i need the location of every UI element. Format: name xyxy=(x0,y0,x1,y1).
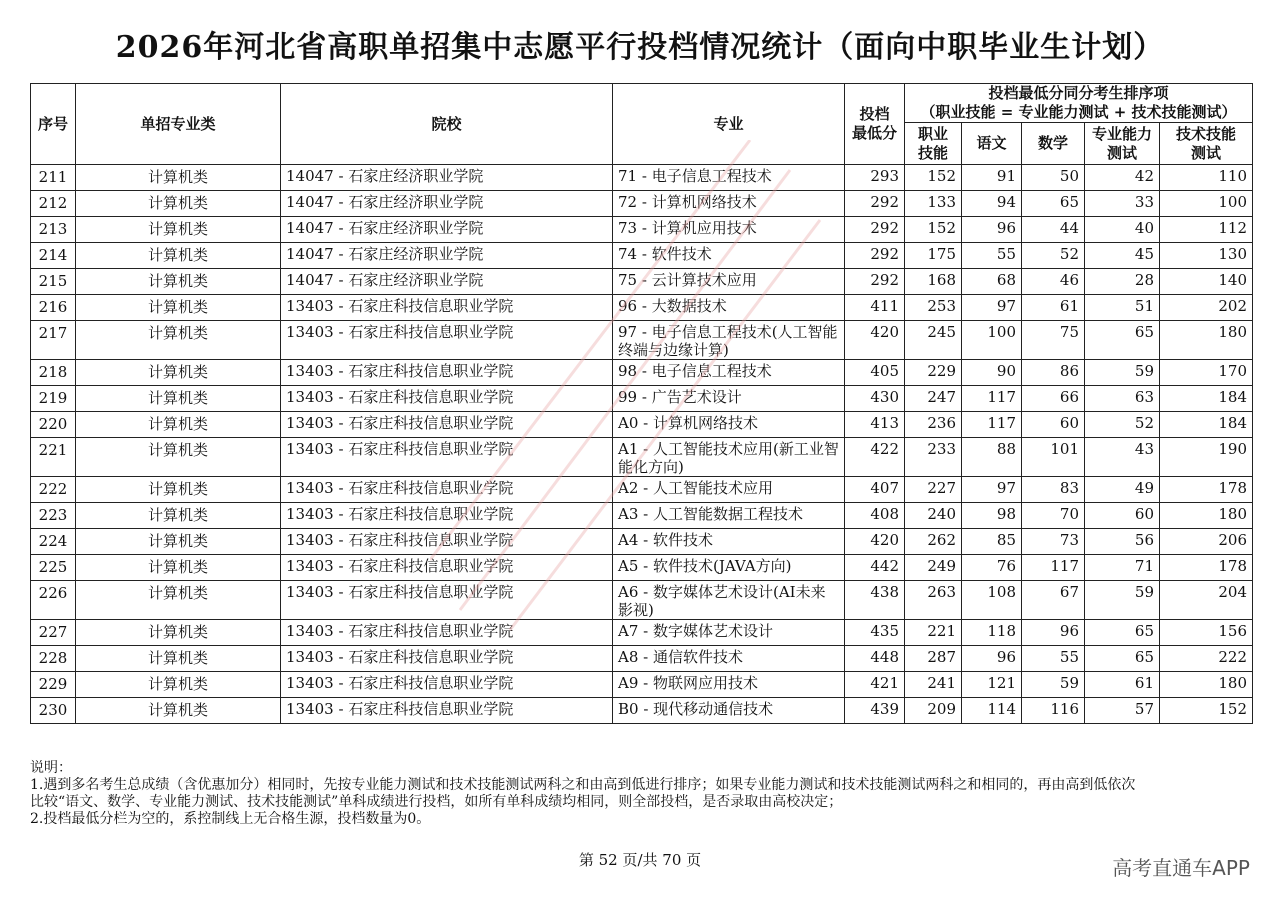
cell-chinese: 85 xyxy=(962,529,1022,555)
cell-skill: 229 xyxy=(905,360,962,386)
header-chinese: 语文 xyxy=(962,123,1022,165)
cell-skill: 253 xyxy=(905,295,962,321)
cell-seq: 227 xyxy=(31,620,76,646)
table-row xyxy=(31,555,1253,581)
cell-tech-test: 204 xyxy=(1160,581,1253,620)
cell-major: A0 - 计算机网络技术 xyxy=(613,412,845,438)
cell-chinese: 88 xyxy=(962,438,1022,477)
cell-prof-test: 57 xyxy=(1085,698,1160,724)
header-category: 单招专业类 xyxy=(76,84,281,165)
cell-math: 55 xyxy=(1022,646,1085,672)
cell-math: 59 xyxy=(1022,672,1085,698)
cell-chinese: 117 xyxy=(962,386,1022,412)
cell-seq: 211 xyxy=(31,165,76,191)
table-row xyxy=(31,165,1253,191)
cell-min-score: 420 xyxy=(845,529,905,555)
table-row xyxy=(31,243,1253,269)
table-row xyxy=(31,360,1253,386)
cell-tech-test: 184 xyxy=(1160,386,1253,412)
cell-school: 14047 - 石家庄经济职业学院 xyxy=(281,165,613,191)
cell-school: 14047 - 石家庄经济职业学院 xyxy=(281,217,613,243)
cell-major: B0 - 现代移动通信技术 xyxy=(613,698,845,724)
cell-math: 60 xyxy=(1022,412,1085,438)
cell-chinese: 108 xyxy=(962,581,1022,620)
cell-tech-test: 206 xyxy=(1160,529,1253,555)
notes-section xyxy=(30,760,1260,828)
cell-category: 计算机类 xyxy=(76,477,281,503)
cell-major: 71 - 电子信息工程技术 xyxy=(613,165,845,191)
cell-prof-test: 65 xyxy=(1085,620,1160,646)
cell-chinese: 98 xyxy=(962,503,1022,529)
header-tiebreak xyxy=(905,84,1253,123)
cell-skill: 152 xyxy=(905,165,962,191)
cell-school: 13403 - 石家庄科技信息职业学院 xyxy=(281,386,613,412)
cell-seq: 219 xyxy=(31,386,76,412)
cell-tech-test: 170 xyxy=(1160,360,1253,386)
cell-min-score: 435 xyxy=(845,620,905,646)
notes-line-1a: 1.遇到多名考生总成绩（含优惠加分）相同时，先按专业能力测试和技术技能测试两科之和由高到低进行排序；如果专业能力测试和技术技能测试两科之和相同的，再由高到低依次 xyxy=(30,777,1136,793)
cell-category: 计算机类 xyxy=(76,672,281,698)
table-row xyxy=(31,581,1253,620)
cell-major: A8 - 通信软件技术 xyxy=(613,646,845,672)
cell-category: 计算机类 xyxy=(76,165,281,191)
table-row xyxy=(31,620,1253,646)
cell-prof-test: 60 xyxy=(1085,503,1160,529)
cell-tech-test: 202 xyxy=(1160,295,1253,321)
cell-min-score: 292 xyxy=(845,243,905,269)
brand-label: 高考直通车APP xyxy=(1112,856,1250,880)
cell-tech-test: 156 xyxy=(1160,620,1253,646)
cell-math: 116 xyxy=(1022,698,1085,724)
cell-school: 13403 - 石家庄科技信息职业学院 xyxy=(281,581,613,620)
cell-major: A4 - 软件技术 xyxy=(613,529,845,555)
cell-major: A7 - 数字媒体艺术设计 xyxy=(613,620,845,646)
cell-math: 101 xyxy=(1022,438,1085,477)
cell-skill: 227 xyxy=(905,477,962,503)
cell-seq: 212 xyxy=(31,191,76,217)
cell-major: 96 - 大数据技术 xyxy=(613,295,845,321)
cell-seq: 220 xyxy=(31,412,76,438)
cell-min-score: 292 xyxy=(845,191,905,217)
cell-math: 61 xyxy=(1022,295,1085,321)
cell-major: A2 - 人工智能技术应用 xyxy=(613,477,845,503)
cell-min-score: 292 xyxy=(845,269,905,295)
cell-tech-test: 180 xyxy=(1160,672,1253,698)
cell-min-score: 421 xyxy=(845,672,905,698)
header-tech-test: 技术技能 测试 xyxy=(1160,123,1253,165)
table-row xyxy=(31,698,1253,724)
cell-prof-test: 52 xyxy=(1085,412,1160,438)
cell-math: 44 xyxy=(1022,217,1085,243)
header-min-score: 投档 最低分 xyxy=(845,84,905,165)
header-major: 专业 xyxy=(613,84,845,165)
cell-school: 13403 - 石家庄科技信息职业学院 xyxy=(281,477,613,503)
cell-seq: 218 xyxy=(31,360,76,386)
cell-prof-test: 49 xyxy=(1085,477,1160,503)
cell-major: A5 - 软件技术(JAVA方向) xyxy=(613,555,845,581)
cell-math: 50 xyxy=(1022,165,1085,191)
cell-seq: 217 xyxy=(31,321,76,360)
cell-prof-test: 59 xyxy=(1085,360,1160,386)
cell-min-score: 293 xyxy=(845,165,905,191)
cell-min-score: 405 xyxy=(845,360,905,386)
cell-prof-test: 65 xyxy=(1085,646,1160,672)
cell-min-score: 438 xyxy=(845,581,905,620)
cell-chinese: 114 xyxy=(962,698,1022,724)
cell-seq: 230 xyxy=(31,698,76,724)
cell-chinese: 96 xyxy=(962,646,1022,672)
cell-math: 70 xyxy=(1022,503,1085,529)
cell-seq: 228 xyxy=(31,646,76,672)
cell-school: 13403 - 石家庄科技信息职业学院 xyxy=(281,438,613,477)
cell-category: 计算机类 xyxy=(76,529,281,555)
cell-tech-test: 180 xyxy=(1160,503,1253,529)
cell-prof-test: 61 xyxy=(1085,672,1160,698)
cell-min-score: 407 xyxy=(845,477,905,503)
cell-chinese: 94 xyxy=(962,191,1022,217)
cell-min-score: 413 xyxy=(845,412,905,438)
cell-skill: 249 xyxy=(905,555,962,581)
cell-school: 13403 - 石家庄科技信息职业学院 xyxy=(281,698,613,724)
cell-category: 计算机类 xyxy=(76,295,281,321)
cell-skill: 209 xyxy=(905,698,962,724)
cell-skill: 245 xyxy=(905,321,962,360)
cell-seq: 222 xyxy=(31,477,76,503)
cell-seq: 216 xyxy=(31,295,76,321)
cell-min-score: 292 xyxy=(845,217,905,243)
cell-category: 计算机类 xyxy=(76,581,281,620)
cell-category: 计算机类 xyxy=(76,438,281,477)
cell-math: 117 xyxy=(1022,555,1085,581)
cell-seq: 226 xyxy=(31,581,76,620)
cell-min-score: 430 xyxy=(845,386,905,412)
cell-math: 67 xyxy=(1022,581,1085,620)
cell-chinese: 68 xyxy=(962,269,1022,295)
cell-tech-test: 222 xyxy=(1160,646,1253,672)
cell-skill: 240 xyxy=(905,503,962,529)
cell-tech-test: 178 xyxy=(1160,477,1253,503)
cell-prof-test: 63 xyxy=(1085,386,1160,412)
cell-chinese: 55 xyxy=(962,243,1022,269)
cell-skill: 175 xyxy=(905,243,962,269)
cell-major: A1 - 人工智能技术应用(新工业智能化方向) xyxy=(613,438,845,477)
cell-chinese: 96 xyxy=(962,217,1022,243)
cell-min-score: 411 xyxy=(845,295,905,321)
cell-major: 98 - 电子信息工程技术 xyxy=(613,360,845,386)
cell-school: 14047 - 石家庄经济职业学院 xyxy=(281,191,613,217)
cell-math: 75 xyxy=(1022,321,1085,360)
cell-chinese: 121 xyxy=(962,672,1022,698)
page-number: 第 52 页/共 70 页 xyxy=(578,851,702,869)
cell-major: 97 - 电子信息工程技术(人工智能终端与边缘计算) xyxy=(613,321,845,360)
cell-seq: 215 xyxy=(31,269,76,295)
cell-prof-test: 33 xyxy=(1085,191,1160,217)
cell-school: 14047 - 石家庄经济职业学院 xyxy=(281,243,613,269)
cell-tech-test: 190 xyxy=(1160,438,1253,477)
table-row xyxy=(31,529,1253,555)
cell-category: 计算机类 xyxy=(76,269,281,295)
header-school: 院校 xyxy=(281,84,613,165)
cell-category: 计算机类 xyxy=(76,646,281,672)
cell-min-score: 439 xyxy=(845,698,905,724)
cell-school: 13403 - 石家庄科技信息职业学院 xyxy=(281,529,613,555)
cell-tech-test: 152 xyxy=(1160,698,1253,724)
cell-school: 14047 - 石家庄经济职业学院 xyxy=(281,269,613,295)
page-title: 2026年河北省高职单招集中志愿平行投档情况统计（面向中职毕业生计划） xyxy=(115,30,1165,65)
table-row xyxy=(31,321,1253,360)
cell-category: 计算机类 xyxy=(76,620,281,646)
cell-tech-test: 140 xyxy=(1160,269,1253,295)
cell-school: 13403 - 石家庄科技信息职业学院 xyxy=(281,412,613,438)
cell-math: 52 xyxy=(1022,243,1085,269)
cell-tech-test: 184 xyxy=(1160,412,1253,438)
cell-major: 73 - 计算机应用技术 xyxy=(613,217,845,243)
table-body xyxy=(31,165,1253,724)
cell-seq: 214 xyxy=(31,243,76,269)
cell-skill: 133 xyxy=(905,191,962,217)
cell-prof-test: 59 xyxy=(1085,581,1160,620)
cell-prof-test: 71 xyxy=(1085,555,1160,581)
table-row xyxy=(31,269,1253,295)
cell-skill: 287 xyxy=(905,646,962,672)
cell-math: 83 xyxy=(1022,477,1085,503)
cell-major: A3 - 人工智能数据工程技术 xyxy=(613,503,845,529)
cell-category: 计算机类 xyxy=(76,503,281,529)
cell-skill: 262 xyxy=(905,529,962,555)
cell-chinese: 117 xyxy=(962,412,1022,438)
cell-math: 86 xyxy=(1022,360,1085,386)
header-math: 数学 xyxy=(1022,123,1085,165)
cell-min-score: 408 xyxy=(845,503,905,529)
admission-table xyxy=(30,83,1253,724)
table-row xyxy=(31,217,1253,243)
cell-min-score: 448 xyxy=(845,646,905,672)
cell-math: 46 xyxy=(1022,269,1085,295)
cell-seq: 223 xyxy=(31,503,76,529)
cell-major: A6 - 数字媒体艺术设计(AI未来影视) xyxy=(613,581,845,620)
cell-math: 73 xyxy=(1022,529,1085,555)
cell-category: 计算机类 xyxy=(76,412,281,438)
cell-math: 96 xyxy=(1022,620,1085,646)
cell-prof-test: 65 xyxy=(1085,321,1160,360)
cell-category: 计算机类 xyxy=(76,698,281,724)
cell-prof-test: 56 xyxy=(1085,529,1160,555)
cell-category: 计算机类 xyxy=(76,191,281,217)
cell-chinese: 97 xyxy=(962,477,1022,503)
cell-skill: 247 xyxy=(905,386,962,412)
notes-line-2: 2.投档最低分栏为空的，系控制线上无合格生源，投档数量为0。 xyxy=(30,811,431,827)
header-seq: 序号 xyxy=(31,84,76,165)
table-row xyxy=(31,503,1253,529)
cell-prof-test: 51 xyxy=(1085,295,1160,321)
table-row xyxy=(31,191,1253,217)
notes-line-1b: 比较“语文、数学、专业能力测试、技术技能测试”单科成绩进行投档，如所有单科成绩均相同，则全部投档，是否录取由高校决定； xyxy=(30,794,843,810)
cell-tech-test: 180 xyxy=(1160,321,1253,360)
cell-math: 65 xyxy=(1022,191,1085,217)
cell-school: 13403 - 石家庄科技信息职业学院 xyxy=(281,295,613,321)
cell-school: 13403 - 石家庄科技信息职业学院 xyxy=(281,620,613,646)
cell-seq: 224 xyxy=(31,529,76,555)
table-row xyxy=(31,412,1253,438)
header-skill: 职业 技能 xyxy=(905,123,962,165)
cell-min-score: 420 xyxy=(845,321,905,360)
cell-chinese: 97 xyxy=(962,295,1022,321)
cell-skill: 221 xyxy=(905,620,962,646)
cell-chinese: 90 xyxy=(962,360,1022,386)
cell-school: 13403 - 石家庄科技信息职业学院 xyxy=(281,672,613,698)
cell-school: 13403 - 石家庄科技信息职业学院 xyxy=(281,555,613,581)
cell-category: 计算机类 xyxy=(76,555,281,581)
table-row xyxy=(31,672,1253,698)
cell-major: 72 - 计算机网络技术 xyxy=(613,191,845,217)
notes-heading: 说明： xyxy=(30,760,72,776)
cell-skill: 152 xyxy=(905,217,962,243)
cell-category: 计算机类 xyxy=(76,321,281,360)
cell-major: 74 - 软件技术 xyxy=(613,243,845,269)
cell-category: 计算机类 xyxy=(76,360,281,386)
cell-category: 计算机类 xyxy=(76,386,281,412)
cell-prof-test: 40 xyxy=(1085,217,1160,243)
cell-prof-test: 42 xyxy=(1085,165,1160,191)
header-tiebreak-formula: （职业技能 = 专业能力测试 + 技术技能测试） xyxy=(920,103,1237,121)
cell-skill: 263 xyxy=(905,581,962,620)
cell-major: A9 - 物联网应用技术 xyxy=(613,672,845,698)
cell-chinese: 118 xyxy=(962,620,1022,646)
cell-skill: 241 xyxy=(905,672,962,698)
table-row xyxy=(31,386,1253,412)
cell-category: 计算机类 xyxy=(76,217,281,243)
table-row xyxy=(31,295,1253,321)
cell-chinese: 100 xyxy=(962,321,1022,360)
cell-seq: 221 xyxy=(31,438,76,477)
header-prof-test: 专业能力 测试 xyxy=(1085,123,1160,165)
cell-skill: 168 xyxy=(905,269,962,295)
cell-school: 13403 - 石家庄科技信息职业学院 xyxy=(281,503,613,529)
header-tiebreak-title: 投档最低分同分考生排序项 xyxy=(988,84,1169,102)
cell-skill: 233 xyxy=(905,438,962,477)
cell-chinese: 91 xyxy=(962,165,1022,191)
cell-category: 计算机类 xyxy=(76,243,281,269)
cell-tech-test: 112 xyxy=(1160,217,1253,243)
table-row xyxy=(31,438,1253,477)
cell-prof-test: 45 xyxy=(1085,243,1160,269)
cell-tech-test: 100 xyxy=(1160,191,1253,217)
cell-prof-test: 43 xyxy=(1085,438,1160,477)
table-row xyxy=(31,477,1253,503)
cell-major: 99 - 广告艺术设计 xyxy=(613,386,845,412)
cell-tech-test: 110 xyxy=(1160,165,1253,191)
cell-seq: 225 xyxy=(31,555,76,581)
cell-seq: 229 xyxy=(31,672,76,698)
cell-min-score: 442 xyxy=(845,555,905,581)
cell-skill: 236 xyxy=(905,412,962,438)
cell-min-score: 422 xyxy=(845,438,905,477)
cell-tech-test: 130 xyxy=(1160,243,1253,269)
cell-prof-test: 28 xyxy=(1085,269,1160,295)
cell-seq: 213 xyxy=(31,217,76,243)
cell-school: 13403 - 石家庄科技信息职业学院 xyxy=(281,321,613,360)
cell-school: 13403 - 石家庄科技信息职业学院 xyxy=(281,646,613,672)
table-row xyxy=(31,646,1253,672)
cell-major: 75 - 云计算技术应用 xyxy=(613,269,845,295)
cell-school: 13403 - 石家庄科技信息职业学院 xyxy=(281,360,613,386)
cell-chinese: 76 xyxy=(962,555,1022,581)
cell-math: 66 xyxy=(1022,386,1085,412)
cell-tech-test: 178 xyxy=(1160,555,1253,581)
